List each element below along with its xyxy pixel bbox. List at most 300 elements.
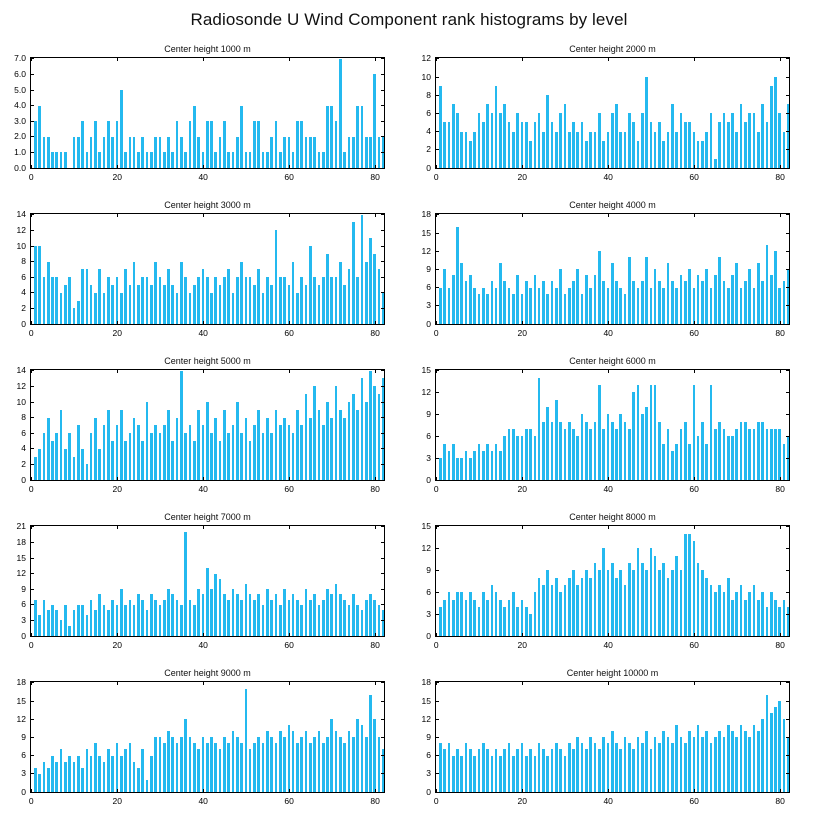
histogram-bar (193, 106, 196, 169)
histogram-bar (373, 600, 376, 636)
bar-series (31, 214, 384, 324)
histogram-bar (770, 429, 773, 480)
x-axis-tick-mark (31, 633, 32, 637)
histogram-bar (731, 731, 734, 792)
y-axis-tick-label: 0 (21, 786, 26, 797)
histogram-bar (602, 737, 605, 792)
histogram-bar (684, 422, 687, 480)
histogram-bar (654, 385, 657, 480)
x-axis-tick-mark (375, 525, 376, 529)
histogram-bar (38, 615, 41, 636)
histogram-bar (159, 433, 162, 480)
x-axis-tick-mark (289, 165, 290, 169)
histogram-bar (469, 592, 472, 636)
histogram-bar (313, 386, 316, 480)
y-axis-tick-mark (381, 152, 385, 153)
histogram-bar (339, 737, 342, 792)
histogram-bar (296, 743, 299, 792)
histogram-bar (94, 121, 97, 168)
histogram-bar (680, 429, 683, 480)
histogram-bar (460, 458, 463, 480)
histogram-bar (624, 737, 627, 792)
y-axis-tick-mark (435, 305, 439, 306)
histogram-bar (335, 277, 338, 324)
histogram-bar (637, 737, 640, 792)
histogram-bar (628, 429, 631, 480)
histogram-bar (326, 254, 329, 324)
histogram-bar (495, 288, 498, 324)
histogram-bar (206, 402, 209, 480)
histogram-bar (137, 152, 140, 168)
page-title: Radiosonde U Wind Component rank histograms by level (190, 10, 628, 29)
histogram-bar (658, 422, 661, 480)
histogram-bar (236, 594, 239, 636)
histogram-bar (292, 731, 295, 792)
x-axis-tick-mark (522, 789, 523, 793)
x-axis-tick-mark (203, 57, 204, 61)
histogram-bar (619, 132, 622, 168)
histogram-bar (654, 737, 657, 792)
histogram-bar (262, 293, 265, 324)
histogram-bar (34, 457, 37, 480)
y-axis-tick-mark (30, 737, 34, 738)
x-axis-tick-mark (203, 525, 204, 529)
x-axis-tick-mark (117, 477, 118, 481)
histogram-bar (180, 262, 183, 325)
histogram-bar (275, 743, 278, 792)
histogram-bar (611, 263, 614, 324)
histogram-bar (534, 436, 537, 480)
histogram-bar (313, 737, 316, 792)
y-axis-tick-mark (786, 701, 790, 702)
histogram-bar (98, 152, 101, 168)
histogram-bar (521, 122, 524, 168)
y-axis-tick-mark (381, 604, 385, 605)
histogram-bar (718, 122, 721, 168)
histogram-bar (495, 444, 498, 480)
histogram-bar (671, 451, 674, 480)
histogram-bar (343, 285, 346, 324)
histogram-bar (47, 137, 50, 168)
y-axis-tick-label: 2.0 (14, 131, 26, 142)
x-axis-tick-mark (608, 525, 609, 529)
histogram-bar (322, 152, 325, 168)
y-axis-tick-mark (30, 105, 34, 106)
y-axis-tick-label: 18 (421, 677, 431, 688)
histogram-bar (568, 422, 571, 480)
histogram-bar (154, 262, 157, 325)
histogram-bar (352, 222, 355, 324)
histogram-bar (73, 762, 76, 792)
histogram-bar (753, 585, 756, 636)
histogram-bar (86, 464, 89, 480)
histogram-bar (619, 749, 622, 792)
histogram-bar (361, 215, 364, 324)
histogram-bar (473, 132, 476, 168)
x-axis-tick-label: 0 (433, 172, 439, 182)
histogram-bar (525, 281, 528, 324)
histogram-bar (740, 104, 743, 168)
y-axis-tick-mark (30, 402, 34, 403)
histogram-bar (60, 749, 63, 792)
y-axis-tick-mark (381, 542, 385, 543)
y-axis-tick-label: 18 (16, 536, 26, 547)
histogram-bar (723, 592, 726, 636)
histogram-bar (662, 563, 665, 636)
x-axis-tick-label: 40 (603, 796, 613, 806)
histogram-bar (227, 433, 230, 480)
histogram-bar (628, 257, 631, 324)
histogram-bar (51, 277, 54, 324)
histogram-bar (766, 122, 769, 168)
histogram-bar (624, 422, 627, 480)
histogram-bar (641, 281, 644, 324)
histogram-bar (546, 570, 549, 636)
x-axis-tick-mark (694, 681, 695, 685)
histogram-bar (456, 113, 459, 168)
histogram-bar (714, 737, 717, 792)
histogram-bar (270, 600, 273, 636)
histogram-bar (521, 600, 524, 636)
histogram-bar (232, 589, 235, 636)
histogram-bar (189, 121, 192, 168)
histogram-bar (227, 600, 230, 636)
y-axis-tick-label: 3.0 (14, 115, 26, 126)
histogram-bar (240, 433, 243, 480)
y-axis-tick-mark (381, 480, 385, 481)
histogram-bar (288, 600, 291, 636)
x-axis-tick-mark (780, 789, 781, 793)
histogram-bar (525, 607, 528, 636)
histogram-bar (585, 275, 588, 324)
y-axis-tick-mark (30, 573, 34, 574)
histogram-bar (478, 444, 481, 480)
x-axis-tick-mark (522, 525, 523, 529)
histogram-bar (296, 410, 299, 480)
histogram-bar (538, 578, 541, 636)
y-axis-tick-mark (381, 417, 385, 418)
histogram-bar (318, 152, 321, 168)
y-axis-tick-mark (381, 755, 385, 756)
histogram-bar (176, 418, 179, 481)
y-axis-tick-mark (381, 402, 385, 403)
histogram-bar (326, 589, 329, 636)
histogram-bar (632, 749, 635, 792)
histogram-bar (693, 737, 696, 792)
histogram-bar (300, 425, 303, 480)
histogram-bar (343, 600, 346, 636)
histogram-bar (202, 425, 205, 480)
y-axis-tick-mark (30, 292, 34, 293)
histogram-bar (365, 137, 368, 168)
y-axis-tick-mark (786, 792, 790, 793)
histogram-bar (559, 749, 562, 792)
y-axis-tick-mark (435, 77, 439, 78)
y-axis-tick-mark (30, 558, 34, 559)
histogram-bar (516, 275, 519, 324)
y-axis-tick-mark (381, 246, 385, 247)
y-axis-tick-mark (435, 719, 439, 720)
histogram-bar (107, 749, 110, 792)
histogram-bar (210, 293, 213, 324)
histogram-bar (516, 113, 519, 168)
histogram-bar (171, 285, 174, 324)
histogram-bar (559, 592, 562, 636)
y-axis-tick-mark (786, 737, 790, 738)
histogram-bar (38, 106, 41, 169)
histogram-bar (335, 731, 338, 792)
histogram-bar (249, 441, 252, 480)
x-axis-tick-mark (522, 57, 523, 61)
histogram-bar (534, 756, 537, 792)
y-axis-tick-label: 3 (21, 615, 26, 626)
histogram-bar (512, 756, 515, 792)
histogram-bar (723, 113, 726, 168)
histogram-bar (735, 592, 738, 636)
histogram-bar (650, 385, 653, 480)
histogram-bar (465, 600, 468, 636)
histogram-bar (787, 737, 790, 792)
histogram-bar (602, 429, 605, 480)
x-axis-tick-mark (203, 369, 204, 373)
histogram-bar (73, 610, 76, 636)
y-axis-tick-mark (786, 614, 790, 615)
x-axis-tick-label: 20 (517, 484, 527, 494)
histogram-bar (774, 600, 777, 636)
histogram-bar (534, 592, 537, 636)
histogram-bar (51, 756, 54, 792)
bar-series (436, 526, 789, 636)
histogram-bar (163, 425, 166, 480)
histogram-bar (262, 605, 265, 636)
histogram-bar (718, 257, 721, 324)
x-axis-tick-label: 0 (28, 796, 34, 806)
x-axis-tick-label: 80 (370, 328, 380, 338)
histogram-bar (210, 589, 213, 636)
histogram-bar (86, 749, 89, 792)
histogram-bar (456, 227, 459, 324)
x-axis-tick-mark (31, 525, 32, 529)
histogram-bar (245, 584, 248, 636)
x-axis-tick-label: 20 (517, 796, 527, 806)
histogram-bar (542, 749, 545, 792)
y-axis-tick-mark (30, 90, 34, 91)
x-axis-tick-label: 40 (603, 172, 613, 182)
x-axis-tick-mark (203, 213, 204, 217)
x-axis-tick-mark (522, 213, 523, 217)
histogram-bar (232, 293, 235, 324)
histogram-bar (551, 422, 554, 480)
histogram-bar (766, 607, 769, 636)
histogram-bar (382, 610, 385, 636)
histogram-bar (81, 449, 84, 480)
histogram-bar (529, 429, 532, 480)
histogram-bar (671, 570, 674, 636)
histogram-bar (369, 137, 372, 168)
histogram-bar (503, 749, 506, 792)
histogram-bar (658, 570, 661, 636)
histogram-bar (55, 610, 58, 636)
y-axis-tick-mark (435, 548, 439, 549)
y-axis-tick-mark (381, 261, 385, 262)
histogram-bar (632, 392, 635, 480)
histogram-bar (159, 605, 162, 636)
histogram-bar (439, 288, 442, 324)
histogram-bar (637, 141, 640, 168)
histogram-bar (529, 614, 532, 636)
y-axis-tick-mark (381, 230, 385, 231)
x-axis-tick-label: 80 (775, 640, 785, 650)
histogram-bar (740, 725, 743, 792)
y-axis-tick-label: 6 (21, 750, 26, 761)
y-axis-tick-mark (786, 370, 790, 371)
y-axis-tick-mark (786, 305, 790, 306)
histogram-bar (249, 152, 252, 168)
histogram-bar (542, 585, 545, 636)
histogram-bar (318, 410, 321, 480)
y-axis-tick-mark (435, 458, 439, 459)
histogram-bar (236, 737, 239, 792)
histogram-bar (611, 113, 614, 168)
y-axis-tick-mark (786, 592, 790, 593)
y-axis-tick-label: 3 (21, 768, 26, 779)
histogram-bar (262, 743, 265, 792)
histogram-bar (219, 137, 222, 168)
histogram-bar (710, 288, 713, 324)
y-axis-tick-mark (786, 233, 790, 234)
y-axis-tick-mark (30, 589, 34, 590)
panel-title: Center height 6000 m (569, 356, 656, 366)
histogram-bar (133, 762, 136, 792)
y-axis-tick-mark (381, 636, 385, 637)
histogram-bar (615, 578, 618, 636)
x-axis-tick-mark (780, 681, 781, 685)
y-axis-tick-label: 5.0 (14, 84, 26, 95)
histogram-bar (197, 277, 200, 324)
histogram-bar (38, 774, 41, 792)
histogram-bar (68, 756, 71, 792)
x-axis-tick-mark (289, 477, 290, 481)
histogram-bar (116, 605, 119, 636)
histogram-bar (266, 418, 269, 481)
histogram-bar (279, 731, 282, 792)
histogram-bar (710, 585, 713, 636)
y-axis-tick-mark (381, 308, 385, 309)
y-axis-tick-mark (30, 121, 34, 122)
x-axis-tick-label: 40 (198, 328, 208, 338)
x-axis-tick-mark (780, 321, 781, 325)
histogram-bar (348, 402, 351, 480)
y-axis-tick-mark (435, 113, 439, 114)
histogram-bar (292, 594, 295, 636)
histogram-bar (774, 77, 777, 168)
histogram-bar (508, 122, 511, 168)
x-axis-tick-label: 60 (284, 640, 294, 650)
histogram-bar (154, 425, 157, 480)
histogram-bar (705, 269, 708, 324)
histogram-bar (73, 457, 76, 480)
x-axis-tick-mark (608, 681, 609, 685)
histogram-bar (568, 288, 571, 324)
histogram-bar (701, 737, 704, 792)
histogram-bar (748, 429, 751, 480)
histogram-bar (684, 743, 687, 792)
x-axis-tick-mark (436, 369, 437, 373)
histogram-bar (628, 743, 631, 792)
histogram-bar (486, 104, 489, 168)
histogram-bar (761, 719, 764, 792)
histogram-bar (348, 605, 351, 636)
histogram-bar (206, 277, 209, 324)
histogram-bar (572, 122, 575, 168)
y-axis-tick-mark (435, 233, 439, 234)
y-axis-tick-mark (786, 269, 790, 270)
histogram-bar (568, 132, 571, 168)
histogram-bar (641, 743, 644, 792)
histogram-bar (292, 152, 295, 168)
x-axis-tick-mark (780, 477, 781, 481)
histogram-bar (748, 592, 751, 636)
y-axis-tick-label: 0 (21, 630, 26, 641)
histogram-bar (598, 251, 601, 324)
histogram-bar (555, 288, 558, 324)
histogram-bar (300, 277, 303, 324)
histogram-bar (508, 288, 511, 324)
y-axis-tick-label: 0 (426, 162, 431, 173)
histogram-bar (189, 425, 192, 480)
histogram-bar (697, 563, 700, 636)
histogram-bar (439, 86, 442, 168)
histogram-bar (51, 605, 54, 636)
x-axis-tick-label: 60 (284, 484, 294, 494)
histogram-bar (546, 294, 549, 324)
histogram-bar (64, 152, 67, 168)
y-axis-tick-label: 12 (421, 543, 431, 554)
histogram-bar (589, 429, 592, 480)
histogram-bar (753, 113, 756, 168)
histogram-bar (210, 737, 213, 792)
histogram-bar (335, 386, 338, 480)
histogram-bar (64, 605, 67, 636)
y-axis-tick-label: 14 (16, 365, 26, 376)
y-axis-tick-mark (435, 149, 439, 150)
histogram-bar (236, 137, 239, 168)
histogram-bar (555, 132, 558, 168)
x-axis-tick-label: 0 (28, 328, 34, 338)
histogram-bar (365, 402, 368, 480)
histogram-bar (735, 429, 738, 480)
histogram-bar (352, 594, 355, 636)
panel-title: Center height 2000 m (569, 44, 656, 54)
histogram-bar (508, 429, 511, 480)
chart-panel (421, 356, 790, 501)
histogram-bar (51, 152, 54, 168)
histogram-bar (529, 141, 532, 168)
histogram-bar (576, 585, 579, 636)
histogram-bar (671, 281, 674, 324)
histogram-bar (266, 152, 269, 168)
x-axis-tick-mark (203, 477, 204, 481)
y-axis-tick-mark (30, 152, 34, 153)
x-axis-tick-label: 60 (689, 484, 699, 494)
histogram-bar (740, 288, 743, 324)
y-axis-tick-mark (30, 542, 34, 543)
histogram-bar (448, 743, 451, 792)
x-axis-tick-mark (780, 165, 781, 169)
histogram-bar (86, 152, 89, 168)
x-axis-tick-mark (203, 681, 204, 685)
plot-area (435, 213, 790, 325)
